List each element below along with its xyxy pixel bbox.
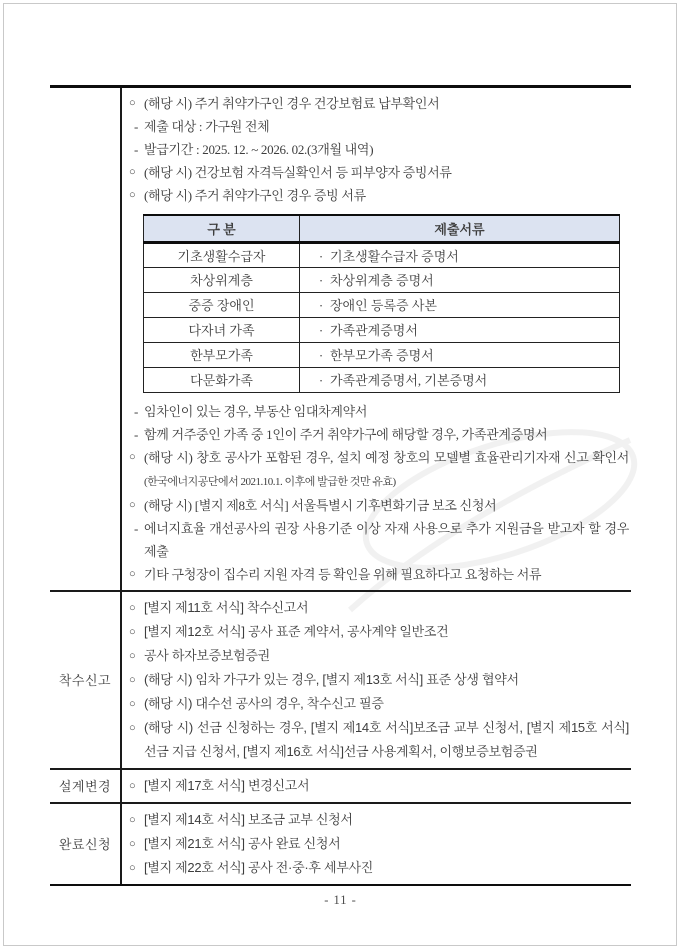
section-completion-request: [50, 804, 631, 884]
circle-bullet-icon: ○: [129, 567, 136, 580]
list-item: [122, 774, 629, 798]
dash-bullet-icon: -: [134, 520, 139, 536]
section-start-report: [50, 592, 631, 770]
documents-cell: [300, 367, 620, 392]
category-cell: 한부모가족: [144, 342, 300, 367]
documents-cell: [300, 267, 620, 292]
item-text: (해당 시) 선금 신청하는 경우, [별지 제14호 서식]보조금 교부 신청서, [별지 제15호 서식]선금 지급 신청서, [별지 제16호 서식]선금 사용계획서, 이행보증보험증권: [144, 719, 629, 759]
dot-bullet-icon: ·: [318, 298, 324, 313]
item-text: 제출 대상 : 가구원 전체: [144, 119, 270, 134]
circle-bullet-icon: ○: [129, 673, 136, 686]
dash-bullet-icon: -: [134, 119, 139, 134]
documents-cell: [300, 292, 620, 317]
section-required-documents: [50, 88, 631, 592]
circle-bullet-icon: ○: [129, 601, 136, 614]
documents-cell: [300, 242, 620, 267]
list-item: [122, 832, 629, 856]
table-row: [144, 242, 620, 267]
table-row: [144, 267, 620, 292]
item-text: [별지 제11호 서식] 착수신고서: [144, 599, 309, 615]
circle-bullet-icon: ○: [129, 649, 136, 662]
item-text: [별지 제21호 서식] 공사 완료 신청서: [144, 835, 341, 851]
documents-cell: [300, 342, 620, 367]
item-text: (해당 시) [별지 제8호 서식] 서울특별시 기후변화기금 보조 신청서: [144, 497, 497, 513]
circle-bullet-icon: ○: [129, 189, 136, 201]
documents-text: 가족관계증명서, 기본증명서: [330, 373, 488, 388]
circle-bullet-icon: ○: [129, 166, 136, 178]
table-header-row: [144, 215, 620, 242]
circle-bullet-icon: ○: [129, 861, 136, 874]
documents-text: 차상위계층 증명서: [330, 273, 434, 288]
item-text: 에너지효율 개선공사의 권장 사용기준 이상 자재 사용으로 추가 지원금을 받고자 할 경우 제출: [144, 520, 629, 559]
section-content: [122, 592, 631, 768]
circle-bullet-icon: ○: [129, 498, 136, 511]
category-cell: 차상위계층: [144, 267, 300, 292]
circle-bullet-icon: ○: [129, 837, 136, 850]
dash-bullet-icon: -: [134, 403, 139, 419]
section-label: 설계변경: [50, 770, 122, 802]
item-text: 기타 구청장이 집수리 지원 자격 등 확인을 위해 필요하다고 요청하는 서류: [144, 566, 542, 582]
item-text: (해당 시) 임차 가구가 있는 경우, [별지 제13호 서식] 표준 상생 협약서: [144, 671, 519, 687]
section-content: [122, 770, 631, 802]
category-cell: 중증 장애인: [144, 292, 300, 317]
page-number: - 11 -: [324, 893, 357, 907]
dot-bullet-icon: ·: [318, 248, 324, 264]
list-subitem: [122, 423, 629, 446]
dot-bullet-icon: ·: [318, 323, 324, 338]
list-subitem: [122, 115, 629, 138]
table-row: [144, 292, 620, 317]
documents-text: 한부모가족 증명서: [330, 348, 434, 363]
documents-text: 장애인 등록증 사본: [330, 298, 437, 313]
dot-bullet-icon: ·: [318, 348, 324, 363]
list-item: [122, 644, 629, 668]
documents-text: 가족관계증명서: [330, 323, 418, 338]
list-item: [122, 494, 629, 517]
dash-bullet-icon: -: [134, 426, 139, 442]
list-item: [122, 184, 629, 207]
table-row: [144, 367, 620, 392]
item-text: (해당 시) 창호 공사가 포함된 경우, 설치 예정 창호의 모델별 효율관리기자재 신고 확인서: [144, 449, 629, 465]
category-cell: 다문화가족: [144, 367, 300, 392]
item-text: 임차인이 있는 경우, 부동산 임대차계약서: [144, 403, 368, 419]
table-row: [144, 317, 620, 342]
section-content: [122, 88, 631, 590]
circle-bullet-icon: ○: [129, 625, 136, 638]
item-text: [별지 제22호 서식] 공사 전·중·후 세부사진: [144, 859, 373, 875]
category-cell: 기초생활수급자: [144, 242, 300, 267]
list-item: [122, 596, 629, 620]
table-row: [144, 342, 620, 367]
list-subitem: [122, 138, 629, 161]
item-text: 함께 거주중인 가족 중 1인이 주거 취약가구에 해당할 경우, 가족관계증명서: [144, 426, 548, 442]
list-item: [122, 692, 629, 716]
item-text: [별지 제17호 서식] 변경신고서: [144, 777, 310, 793]
section-content: [122, 804, 631, 884]
dot-bullet-icon: ·: [318, 273, 324, 288]
dot-bullet-icon: ·: [318, 373, 324, 388]
item-text: (해당 시) 건강보험 자격득실확인서 등 피부양자 증빙서류: [144, 165, 452, 180]
section-label-empty: [50, 88, 122, 590]
item-text: 발급기간 : 2025. 12. ~ 2026. 02.(3개월 내역): [144, 142, 374, 157]
documents-cell: [300, 317, 620, 342]
list-item: [122, 92, 629, 115]
column-header-documents: 제출서류: [300, 215, 620, 242]
circle-bullet-icon: ○: [129, 721, 136, 734]
item-text: [별지 제12호 서식] 공사 표준 계약서, 공사계약 일반조건: [144, 623, 449, 639]
documents-text: 기초생활수급자 증명서: [330, 248, 459, 264]
vulnerable-household-proof-table: [143, 214, 620, 393]
list-item: [122, 808, 629, 832]
section-label: 완료신청: [50, 804, 122, 884]
list-item: [122, 446, 629, 494]
item-text: 공사 하자보증보험증권: [144, 647, 270, 663]
submission-documents-table: [50, 85, 631, 886]
list-item: [122, 856, 629, 880]
list-item: [122, 668, 629, 692]
section-design-change: [50, 770, 631, 804]
circle-bullet-icon: ○: [129, 813, 136, 826]
section-label: 착수신고: [50, 592, 122, 768]
list-subitem: [122, 517, 629, 563]
circle-bullet-icon: ○: [129, 450, 136, 463]
list-item: [122, 620, 629, 644]
item-text: (해당 시) 주거 취약가구인 경우 건강보험료 납부확인서: [144, 96, 440, 111]
list-subitem: [122, 400, 629, 423]
dash-bullet-icon: -: [134, 142, 139, 157]
item-note: (한국에너지공단에서 2021.10.1. 이후에 발급한 것만 유효): [144, 475, 396, 488]
list-item: [122, 716, 629, 764]
item-text: [별지 제14호 서식] 보조금 교부 신청서: [144, 811, 353, 827]
circle-bullet-icon: ○: [129, 779, 136, 792]
column-header-category: 구 분: [144, 215, 300, 242]
item-text: (해당 시) 대수선 공사의 경우, 착수신고 필증: [144, 695, 384, 711]
circle-bullet-icon: ○: [129, 697, 136, 710]
list-item: [122, 563, 629, 586]
circle-bullet-icon: ○: [129, 97, 136, 109]
category-cell: 다자녀 가족: [144, 317, 300, 342]
item-text: (해당 시) 주거 취약가구인 경우 증빙 서류: [144, 188, 366, 203]
list-item: [122, 161, 629, 184]
